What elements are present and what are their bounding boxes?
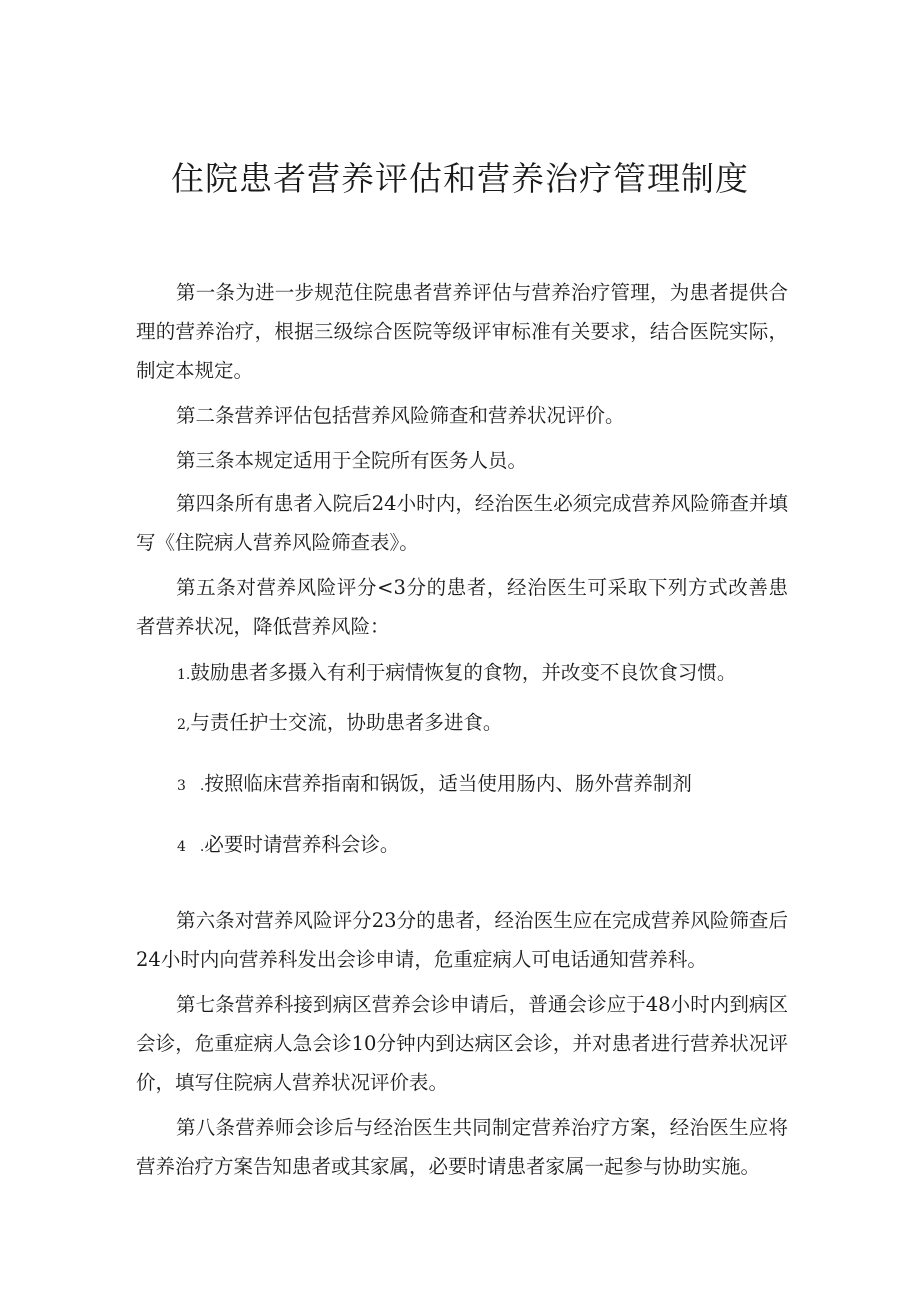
article-6: 第六条对营养风险评分23分的患者，经治医生应在完成营养风险筛查后24小时内向营养科发出会诊申请，危重症病人可电话通知营养科。 [136, 909, 788, 971]
article-7: 第七条营养科接到病区营养会诊申请后，普通会诊应于48小时内到病区会诊，危重症病人急会诊10分钟内到达病区会诊，并对患者进行营养状况评价，填写住院病人营养状况评价表。 [136, 993, 788, 1094]
list-item-number: 2, [177, 717, 191, 733]
list-item [177, 764, 787, 806]
list-item [177, 825, 787, 867]
article-1: 第一条为进一步规范住院患者营养评估与营养治疗管理，为患者提供合理的营养治疗，根据三级综合医院等级评审标准有关要求，结合医院实际，制定本规定。 [136, 281, 788, 382]
article-3: 第三条本规定适用于全院所有医务人员。 [176, 449, 528, 472]
article-8: 第八条营养师会诊后与经治医生共同制定营养治疗方案，经治医生应将营养治疗方案告知患者或其家属，必要时请患者家属一起参与协助实施。 [136, 1116, 788, 1178]
list-item-text: 按照临床营养指南和锅饭，适当使用肠内、肠外营养制剂 [204, 772, 692, 795]
list-item-text: 必要时请营养科会诊。 [204, 833, 400, 856]
list-item-text: 鼓励患者多摄入有利于病情恢复的食物，并改变不良饮食习惯。 [190, 661, 737, 684]
article-2: 第二条营养评估包括营养风险筛查和营养状况评价。 [176, 404, 625, 427]
list-item-text: 与责任护士交流，协助患者多进食。 [190, 711, 503, 734]
document-title: 住院患者营养评估和营养治疗管理制度 [171, 159, 749, 198]
list-item [177, 703, 787, 745]
article-5: 第五条对营养风险评分<3分的患者，经治医生可采取下列方式改善患者营养状况，降低营养风险： [136, 576, 788, 638]
list-item-number: 3 . [177, 778, 205, 794]
list-item [177, 653, 787, 695]
list-item-number: 4 . [177, 839, 205, 855]
list-item-number: 1. [177, 667, 191, 683]
article-4: 第四条所有患者入院后24小时内，经治医生必须完成营养风险筛查并填写《住院病人营养风险筛查表》。 [136, 492, 788, 554]
